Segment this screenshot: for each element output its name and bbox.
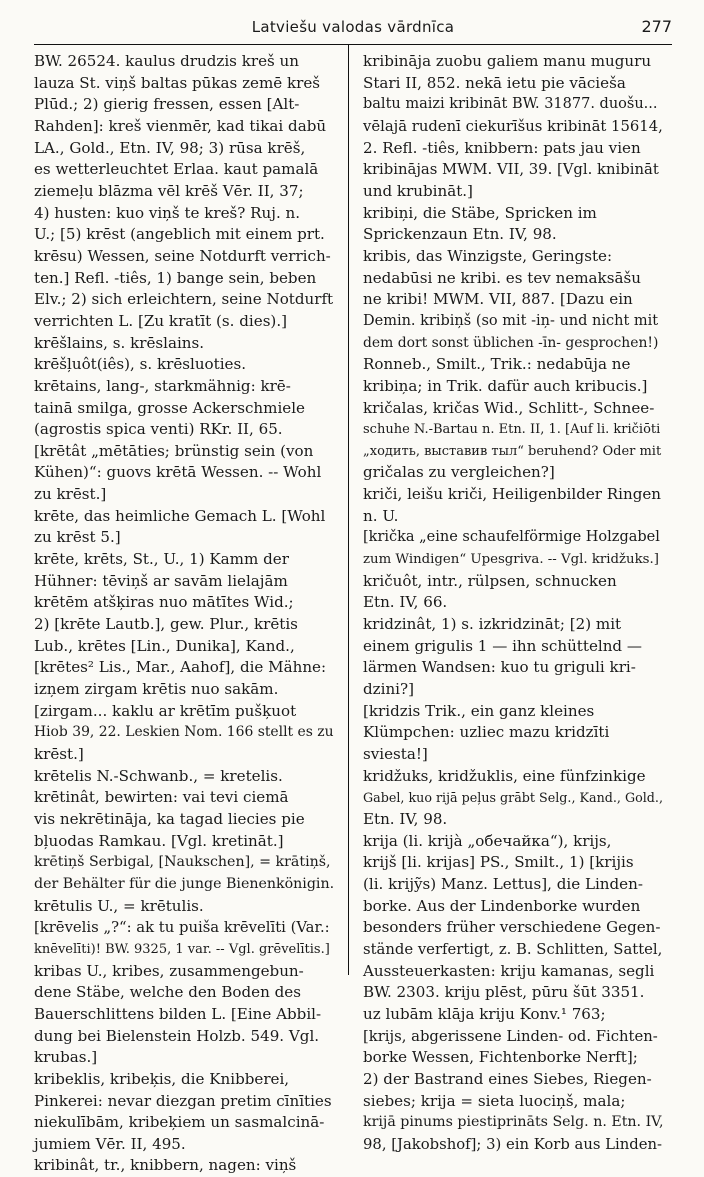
text-line: LA., Gold., Etn. IV, 98; 3) rūsa krēš, — [34, 138, 306, 157]
text-line: kričalas, kričas Wid., Schlitt-, Schnee- — [363, 398, 655, 417]
text-line: knēvelīti)! BW. 9325, 1 var. -- Vgl. grēvelītis.] — [34, 941, 330, 957]
text-line: Gabel, kuo rijā peļus grābt Selg., Kand., Gold., — [363, 790, 663, 806]
text-line: lärmen Wandsen: kuo tu griguli kri- — [363, 658, 636, 677]
text-line: kribis, das Winzigste, Geringste: — [363, 246, 613, 265]
text-line: und krubināt.] — [363, 181, 473, 200]
text-line: dzini?] — [363, 680, 414, 699]
text-line: niekulībām, kribeķiem un sasmalcinā- — [34, 1113, 325, 1132]
text-line: kridžuks, kridžuklis, eine fünfzinkige — [363, 766, 646, 785]
text-line: n. U. — [363, 506, 399, 525]
text-line: kribinājas MWM. VII, 39. [Vgl. knibināt — [363, 161, 659, 179]
text-line: krēte, krēts, St., U., 1) Kamm der — [34, 550, 289, 569]
text-line: krētains, lang-, starkmähnig: krē- — [34, 376, 291, 395]
text-line: Rahden]: kreš vienmēr, kad tikai dabū — [34, 116, 327, 135]
text-line: zu krēst 5.] — [34, 528, 121, 547]
text-line: zu krēst.] — [34, 485, 107, 504]
text-line: krēsu) Wessen, seine Notdurft verrich- — [34, 246, 331, 265]
text-line: dene Stäbe, welche den Boden des — [34, 983, 301, 1002]
text-line: schuhe N.-Bartau n. Etn. II, 1. [Auf li. kričiōti — [363, 422, 661, 438]
text-line: vēlajā rudenī ciekurīšus kribināt 15614, — [363, 117, 663, 135]
text-line: krija (li. krijà „обечайка“), krijs, — [363, 831, 612, 850]
page-header — [34, 14, 672, 40]
text-line: uz lubām klāja kriju Konv.¹ 763; — [363, 1004, 606, 1023]
text-line: krētēm atšķiras nuo mātītes Wid.; — [34, 593, 294, 612]
text-line: krētulis U., = krētulis. — [34, 896, 204, 915]
text-line: Demin. kribiņš (so mit -iņ- und nicht mit — [363, 312, 659, 329]
text-line: Hühner: tēviņš ar savām lielajām — [34, 571, 288, 590]
text-line: 2) der Bastrand eines Siebes, Riegen- — [363, 1069, 652, 1088]
text-line: Stari II, 852. nekā ietu pie vāciešа — [363, 73, 626, 92]
text-line: borke. Aus der Lindenborke wurden — [363, 896, 641, 915]
text-line: dem dort sonst üblichen -īn- gesprochen!) — [363, 334, 659, 351]
text-line: krēšlains, s. krēslains. — [34, 333, 205, 352]
text-line: Bauerschlittens bilden L. [Eine Abbil- — [34, 1004, 322, 1023]
left-column — [34, 45, 348, 1175]
text-line: kribiņi, die Stäbe, Spricken im — [363, 203, 597, 222]
text-line: [krēvelis „?“: ak tu puiša krēvelīti (Var.: — [34, 919, 330, 937]
text-line: [zirgam... kaklu ar krētīm pušķuot — [34, 701, 297, 720]
text-line: krijā pinums piestiprināts Selg. n. Etn. IV, — [363, 1114, 664, 1131]
text-line: U.; [5) krēst (angeblich mit einem prt. — [34, 225, 325, 244]
text-line: (agrostis spica venti) RKr. II, 65. — [34, 420, 283, 439]
text-line: jumiem Vēr. II, 495. — [34, 1134, 186, 1153]
text-line: kribeklis, kribeķis, die Knibberei, — [34, 1069, 290, 1088]
text-line: 2. Refl. -tiês, knibbern: pats jau vien — [363, 138, 641, 157]
text-line: BW. 26524. kaulus drudzis kreš un — [34, 52, 299, 70]
text-line: (li. krijỹs) Manz. Lettus], die Linden- — [363, 874, 643, 893]
text-line: kribināja zuobu galiem manu muguru — [363, 52, 652, 70]
two-column-body — [34, 45, 672, 1175]
text-line: borke Wessen, Fichtenborke Nerft]; — [363, 1048, 638, 1067]
text-line: kridzinât, 1) s. izkridzināt; [2) mit — [363, 615, 622, 634]
text-line: Plūd.; 2) gierig fressen, essen [Alt- — [34, 95, 300, 114]
text-line: Elv.; 2) sich erleichtern, seine Notdurft — [34, 290, 334, 309]
text-line: Aussteuerkasten: kriju kamanas, seglі — [363, 961, 655, 980]
text-line: krēst.] — [34, 745, 84, 763]
text-line: zum Windigen“ Upesgriva. -- Vgl. kridžuks.] — [363, 552, 659, 568]
right-column — [349, 45, 664, 1153]
text-line: Etn. IV, 98. — [363, 809, 448, 828]
text-line: kribiņa; in Trik. dafür auch kribucis.] — [363, 376, 648, 395]
text-line: besonders früher verschiedene Gegen- — [363, 918, 661, 937]
text-line: nedabūsi ne kribi. es tev nemaksāšu — [363, 268, 641, 287]
text-line: krētiņš Serbigal, [Naukschen], = krātiņš, — [34, 854, 331, 871]
text-line: stände verfertigt, z. B. Schlitten, Sattel, — [363, 940, 663, 958]
text-line: kričuôt, intr., rülpsen, schnucken — [363, 571, 617, 590]
text-line: ziemeļu blāzma vēl krēš Vēr. II, 37; — [34, 181, 304, 200]
text-line: krubas.] — [34, 1048, 98, 1067]
text-line: Pinkerei: nevar diezgan pretim cīnīties — [34, 1091, 332, 1110]
text-line: kriči, leišu kriči, Heiligenbilder Ringen — [363, 485, 662, 504]
text-line: verrichten L. [Zu kratīt (s. dies).] — [34, 311, 288, 330]
text-line: Hiob 39, 22. Leskien Nom. 166 stellt es zu — [34, 724, 334, 741]
text-line: [krijs, abgerissene Linden- od. Fichten- — [363, 1027, 658, 1045]
text-line: lauza St. viņš baltas pūkas zemē kreš — [34, 73, 321, 92]
text-line: Klümpchen: uzliec mazu kridzīti — [363, 723, 610, 742]
text-line: kribas U., kribes, zusammengebun- — [34, 961, 304, 980]
text-line: tainā smilga, grosse Ackerschmiele — [34, 398, 305, 417]
text-line: ne kribi! MWM. VII, 887. [Dazu ein — [363, 290, 633, 309]
text-line: kribinât, tr., knibbern, nagen: viņš — [34, 1156, 297, 1175]
text-line: 4) husten: kuo viņš te kreš? Ruj. n. — [34, 203, 301, 222]
text-line: Etn. IV, 66. — [363, 593, 448, 612]
text-line: bļuodas Ramkau. [Vgl. kretināt.] — [34, 831, 284, 850]
text-line: krēte, das heimliche Gemach L. [Wohl — [34, 506, 326, 525]
text-line: 98, [Jakobshof]; 3) ein Korb aus Linden- — [363, 1135, 663, 1153]
text-line: gričalas zu vergleichen?] — [363, 463, 555, 482]
text-line: siebes; krija = sieta luociņš, mala; — [363, 1091, 626, 1110]
text-line: sviesta!] — [363, 745, 428, 763]
text-line: „ходить, выставив тыл“ beruhend? Oder mit — [363, 443, 662, 459]
text-line: 2) [krēte Lautb.], gew. Plur., krētis — [34, 615, 298, 634]
text-line: der Behälter für die junge Bienenkönigin. — [34, 875, 335, 892]
text-line: ten.] Refl. -tiês, 1) bange sein, beben — [34, 268, 317, 287]
text-line: krēšļuôt(iês), s. krēsluoties. — [34, 355, 247, 374]
text-line: baltu maizi kribināt BW. 31877. duošu... — [363, 96, 658, 113]
text-line: Kühen)“: guovs krētā Wessen. -- Wohl — [34, 463, 322, 482]
text-line: [krētât „mētāties; brünstig sein (von — [34, 441, 314, 460]
text-line: BW. 2303. kriju plēst, pūru šūt 3351. — [363, 983, 645, 1002]
text-line: [kridzis Trik., ein ganz kleines — [363, 701, 595, 720]
text-line: Sprickenzaun Etn. IV, 98. — [363, 225, 557, 244]
running-title: Latviešu valodas vārdnīca — [251, 18, 455, 36]
text-line: krijš [li. krijas] PS., Smilt., 1) [krijis — [363, 853, 634, 872]
text-line: dung bei Bielenstein Holzb. 549. Vgl. — [34, 1026, 320, 1045]
text-line: [krētes² Lis., Mar., Aahof], die Mähne: — [34, 658, 327, 677]
text-line: Ronneb., Smilt., Trik.: nedabūja ne — [363, 355, 631, 374]
page-number: 277 — [641, 17, 672, 36]
text-line: vis nekrētināja, ka tagad liecies pie — [34, 809, 305, 828]
text-line: einem grigulis 1 — ihn schüttelnd — — [363, 636, 642, 655]
text-line: izņem zirgam krētis nuo sakām. — [34, 680, 279, 699]
text-line: krētelis N.-Schwanb., = kretelis. — [34, 766, 283, 785]
text-line: Lub., krētes [Lin., Dunika], Kand., — [34, 636, 295, 655]
text-line: es wetterleuchtet Erlaa. kaut pamalā — [34, 160, 319, 179]
text-line: krētinât, bewirten: vai tevi ciemā — [34, 788, 289, 807]
text-line: [krička „eine schaufelförmige Holzgabel — [363, 529, 660, 546]
